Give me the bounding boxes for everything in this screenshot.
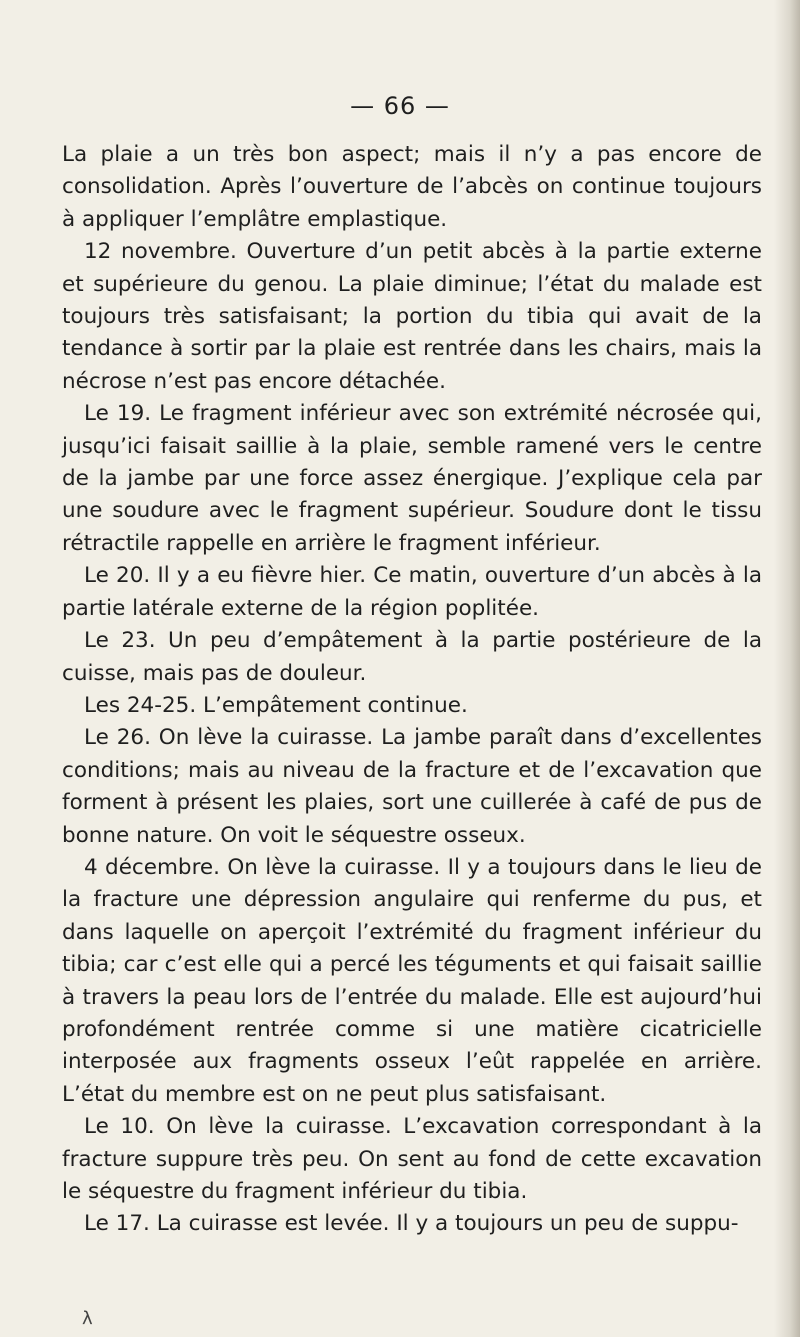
footer-mark: λ [82, 1308, 93, 1329]
paragraph-9: Le 10. On lève la cuirasse. L’excavation correspondant à la fracture suppure très peu. On sent au fond de cette excavation le séquestre du fragment inférieur du tibia. [62, 1114, 762, 1204]
page-number: — 66 — [350, 92, 450, 120]
body-text [62, 139, 762, 1241]
paragraph-8: 4 décembre. On lève la cuirasse. Il y a toujours dans le lieu de la fracture une dépression angulaire qui renferme du pus, et dans laquelle on aperçoit l’extrémité du fragment inférieur du tibia; car c’est elle qui a percé les téguments et qui faisait saillie à travers la peau lors de l’entrée du malade. Elle est aujourd’hui profondément rentrée comme si une matière cicatricielle interposée aux fragments osseux l’eût rappelée en arrière. L’état du membre est on ne peut plus satisfaisant. [62, 854, 762, 1107]
paragraph-7: Le 26. On lève la cuirasse. La jambe paraît dans d’excellentes conditions; mais au niveau de la fracture et de l’excavation que forment à présent les plaies, sort une cuillerée à café de pus de bonne nature. On voit le séquestre osseux. [62, 725, 762, 848]
paragraph-6: Les 24-25. L’empâtement continue. [84, 692, 468, 718]
paragraph-3: Le 19. Le fragment inférieur avec son extrémité nécrosée qui, jusqu’ici faisait saillie à la plaie, semble ramené vers le centre de la jambe par une force assez énergique. J’explique cela par une soudure avec le fragment supérieur. Soudure dont le tissu rétractile rappelle en arrière le fragment inférieur. [62, 401, 762, 556]
paragraph-10: Le 17. La cuirasse est levée. Il y a toujours un peu de suppu- [84, 1211, 739, 1237]
paragraph-5: Le 23. Un peu d’empâtement à la partie postérieure de la cuisse, mais pas de douleur. [62, 628, 762, 686]
page-edge-shadow [774, 0, 800, 1337]
paragraph-1: La plaie a un très bon aspect; mais il n’y a pas encore de consolidation. Après l’ouverture de l’abcès on continue toujours à appliquer l’emplâtre emplastique. [62, 142, 762, 232]
paragraph-4: Le 20. Il y a eu fièvre hier. Ce matin, ouverture d’un abcès à la partie latérale externe de la région poplitée. [62, 563, 762, 621]
paragraph-2: 12 novembre. Ouverture d’un petit abcès à la partie externe et supérieure du genou. La plaie diminue; l’état du malade est toujours très satisfaisant; la portion du tibia qui avait de la tendance à sortir par la plaie est rentrée dans les chairs, mais la nécrose n’est pas encore détachée. [62, 239, 762, 394]
